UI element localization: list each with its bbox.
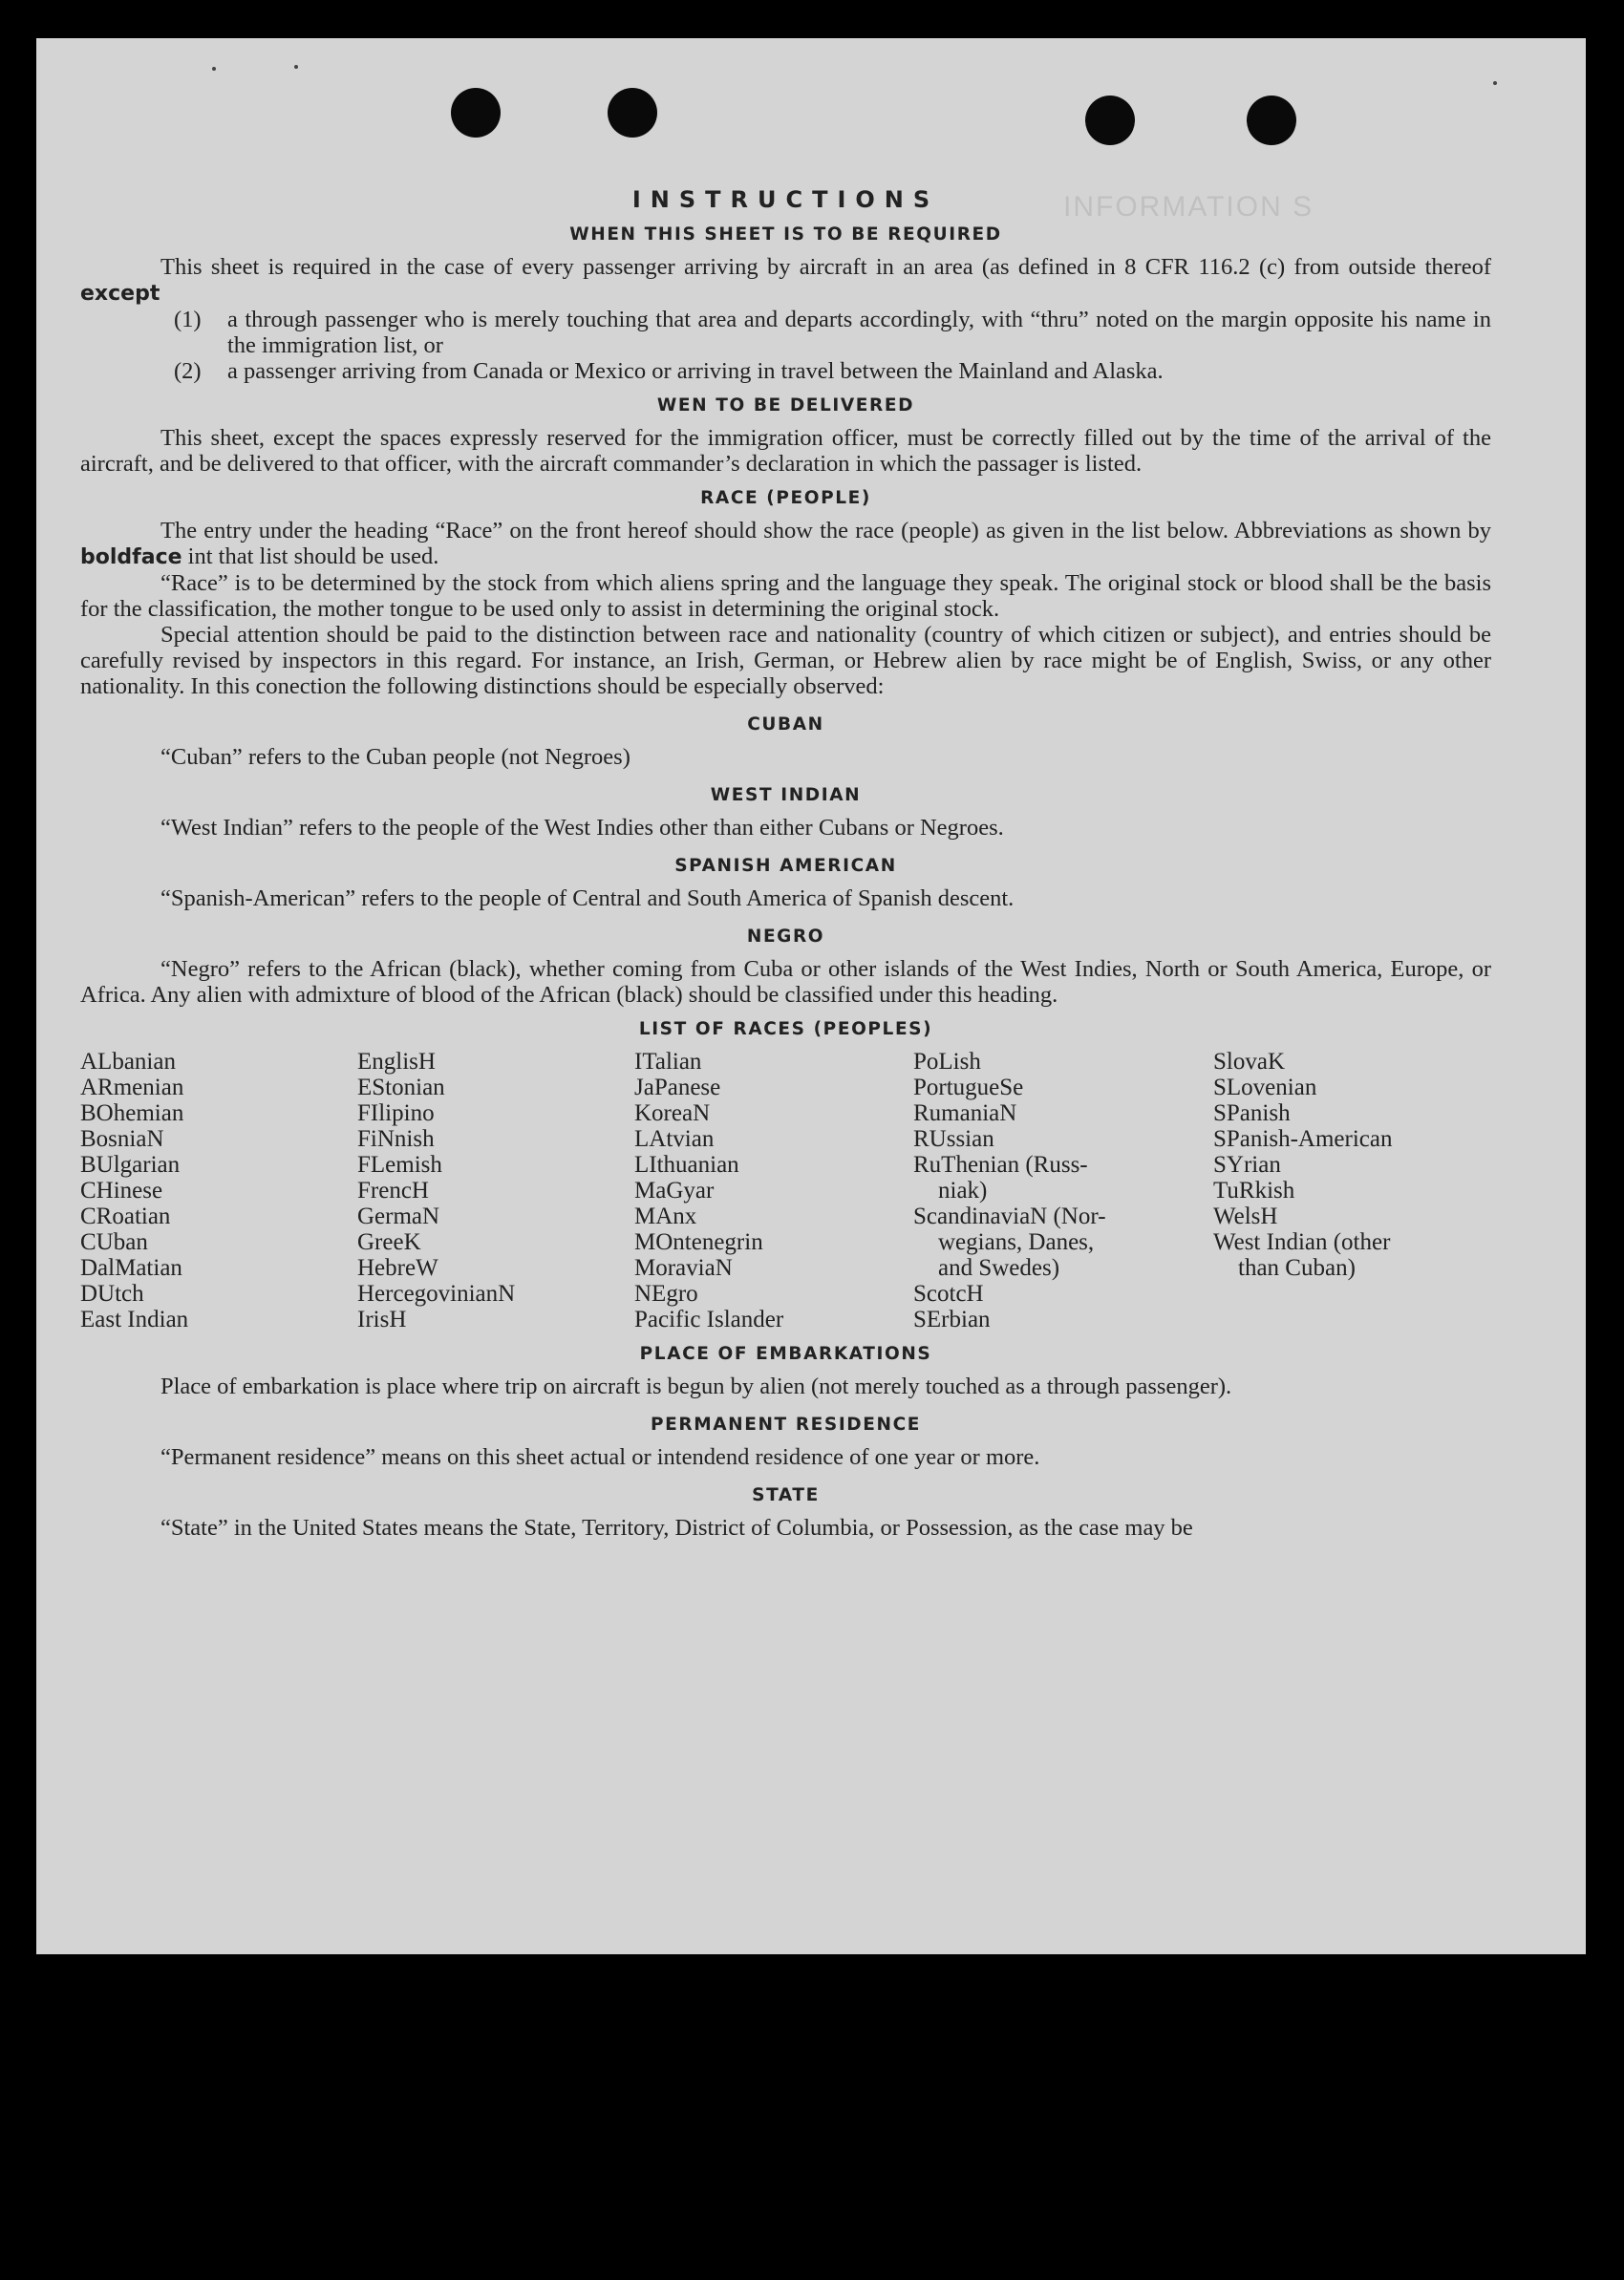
- section-heading: WEN TO BE DELIVERED: [656, 395, 915, 416]
- race-entry: CUban: [80, 1229, 148, 1255]
- speck: [1493, 81, 1497, 85]
- race-entry: Pacific Islander: [634, 1307, 784, 1332]
- race-entry: LAtvian: [634, 1126, 715, 1152]
- race-entry: CHinese: [80, 1178, 163, 1204]
- race-entry: RUssian: [913, 1126, 994, 1152]
- list-item: (1) a through passenger who is merely touching that area and departs accordingly, with “thru” noted on the margin opposite his name in the immigration list, or: [174, 307, 1491, 358]
- race-entry: SlovaK: [1213, 1049, 1285, 1075]
- races-column: [80, 1049, 357, 1332]
- race-entry: DalMatian: [80, 1255, 182, 1281]
- paragraph: Special attention should be paid to the distinction between race and nationality (country of which citizen or subject), and entries should be carefully revised by inspectors in this regard. For instance, an Irish, German, or Hebrew alien by race might be of English, Swiss, or any other nationality. In this conection the following distinctions should be especially observed:: [80, 622, 1491, 699]
- document-page: [36, 38, 1586, 1954]
- race-entry: LIthuanian: [634, 1152, 739, 1178]
- paragraph: This sheet is required in the case of every passenger arriving by aircraft in an area (as defined in 8 CFR 116.2 (c) from outside thereof except: [80, 254, 1491, 306]
- punch-hole: [1247, 96, 1296, 145]
- race-entry: CRoatian: [80, 1204, 171, 1229]
- section-heading: SPANISH AMERICAN: [674, 856, 897, 876]
- definition-text: “Permanent residence” means on this sheet actual or intendend residence of one year or more.: [160, 1444, 1040, 1470]
- race-entry: GermaN: [357, 1204, 440, 1229]
- speck: [212, 67, 216, 71]
- section-heading: RACE (PEOPLE): [700, 488, 871, 508]
- race-entry: ScandinaviaN (Nor-: [913, 1204, 1106, 1229]
- section-heading: PERMANENT RESIDENCE: [650, 1415, 921, 1435]
- race-entry: EStonian: [357, 1075, 445, 1100]
- list-item: (2) a passenger arriving from Canada or Mexico or arriving in travel between the Mainland and Alaska.: [174, 358, 1164, 384]
- speck: [294, 65, 298, 69]
- race-entry: TuRkish: [1213, 1178, 1295, 1204]
- punch-hole: [1085, 96, 1135, 145]
- race-entry: SPanish-American: [1213, 1126, 1393, 1152]
- race-entry: IrisH: [357, 1307, 407, 1332]
- race-entry: West Indian (other: [1213, 1229, 1391, 1255]
- race-entry: ALbanian: [80, 1049, 176, 1075]
- race-entry: MAnx: [634, 1204, 697, 1229]
- punch-hole: [608, 88, 657, 138]
- page-title: INSTRUCTIONS: [631, 186, 940, 213]
- race-entry: MOntenegrin: [634, 1229, 763, 1255]
- paragraph: This sheet, except the spaces expressly reserved for the immigration officer, must be correctly filled out by the time of the arrival of the aircraft, and be delivered to that officer, with the aircraft commander’s declaration in which the passager is listed.: [80, 425, 1491, 477]
- race-entry: RuThenian (Russ-: [913, 1152, 1088, 1178]
- definition-text: “Cuban” refers to the Cuban people (not Negroes): [160, 744, 630, 770]
- bleed-through-text: INFORMATION S: [1063, 191, 1314, 223]
- race-entry: BOhemian: [80, 1100, 184, 1126]
- race-entry: FLemish: [357, 1152, 442, 1178]
- race-entry: ScotcH: [913, 1281, 984, 1307]
- section-heading: NEGRO: [746, 927, 825, 947]
- races-column: [1213, 1049, 1490, 1332]
- race-entry: PoLish: [913, 1049, 981, 1075]
- paragraph: “State” in the United States means the State, Territory, District of Columbia, or Possession, as the case may be: [160, 1515, 1193, 1541]
- race-entry: BUlgarian: [80, 1152, 181, 1178]
- race-entry: wegians, Danes,: [938, 1229, 1095, 1255]
- race-entry: JaPanese: [634, 1075, 721, 1100]
- race-entry: DUtch: [80, 1281, 144, 1307]
- race-entry: MaGyar: [634, 1178, 715, 1204]
- race-entry: SErbian: [913, 1307, 991, 1332]
- race-entry: ITalian: [634, 1049, 702, 1075]
- race-entry: than Cuban): [1238, 1255, 1356, 1281]
- race-entry: WelsH: [1213, 1204, 1278, 1229]
- race-entry: BosniaN: [80, 1126, 164, 1152]
- paragraph: The entry under the heading “Race” on the front hereof should show the race (people) as given in the list below. Abbreviations as shown by boldface int that list should be used.: [80, 518, 1491, 569]
- race-entry: GreeK: [357, 1229, 421, 1255]
- races-column: [357, 1049, 634, 1332]
- race-entry: SLovenian: [1213, 1075, 1317, 1100]
- race-entry: NEgro: [634, 1281, 698, 1307]
- race-entry: MoraviaN: [634, 1255, 733, 1281]
- definition-text: “Spanish-American” refers to the people of Central and South America of Spanish descent.: [160, 885, 1015, 911]
- race-entry: FiNnish: [357, 1126, 435, 1152]
- race-entry: FIlipino: [357, 1100, 435, 1126]
- race-entry: EnglisH: [357, 1049, 436, 1075]
- section-heading: STATE: [752, 1485, 820, 1505]
- section-heading: WHEN THIS SHEET IS TO BE REQUIRED: [569, 224, 1002, 245]
- race-entry: East Indian: [80, 1307, 189, 1332]
- paragraph: “Race” is to be determined by the stock from which aliens spring and the language they speak. The original stock or blood shall be the basis for the classification, the mother tongue to be used only to assist in determining the original stock.: [80, 570, 1491, 622]
- race-entry: PortugueSe: [913, 1075, 1024, 1100]
- race-entry: and Swedes): [938, 1255, 1060, 1281]
- section-heading: CUBAN: [747, 714, 824, 735]
- instructions-content: [80, 186, 1491, 1541]
- race-entry: HercegovinianN: [357, 1281, 516, 1307]
- race-entry: HebreW: [357, 1255, 438, 1281]
- paragraph: “Negro” refers to the African (black), whether coming from Cuba or other islands of the West Indies, North or South America, Europe, or Africa. Any alien with admixture of blood of the African (black) should be classified under this heading.: [80, 956, 1491, 1008]
- section-heading: WEST INDIAN: [710, 785, 862, 805]
- race-entry: niak): [938, 1178, 988, 1204]
- definition-text: “West Indian” refers to the people of the West Indies other than either Cubans or Negroes.: [160, 815, 1004, 841]
- race-entry: FrencH: [357, 1178, 429, 1204]
- section-heading: PLACE OF EMBARKATIONS: [639, 1344, 932, 1364]
- race-entry: SYrian: [1213, 1152, 1281, 1178]
- race-entry: SPanish: [1213, 1100, 1291, 1126]
- race-entry: KoreaN: [634, 1100, 711, 1126]
- races-list: [80, 1049, 1491, 1332]
- section-heading: LIST OF RACES (PEOPLES): [638, 1019, 933, 1039]
- race-entry: RumaniaN: [913, 1100, 1017, 1126]
- races-column: [913, 1049, 1213, 1332]
- punch-hole: [451, 88, 501, 138]
- race-entry: ARmenian: [80, 1075, 184, 1100]
- paragraph: Place of embarkation is place where trip on aircraft is begun by alien (not merely touched as a through passenger).: [160, 1374, 1232, 1399]
- races-column: [634, 1049, 913, 1332]
